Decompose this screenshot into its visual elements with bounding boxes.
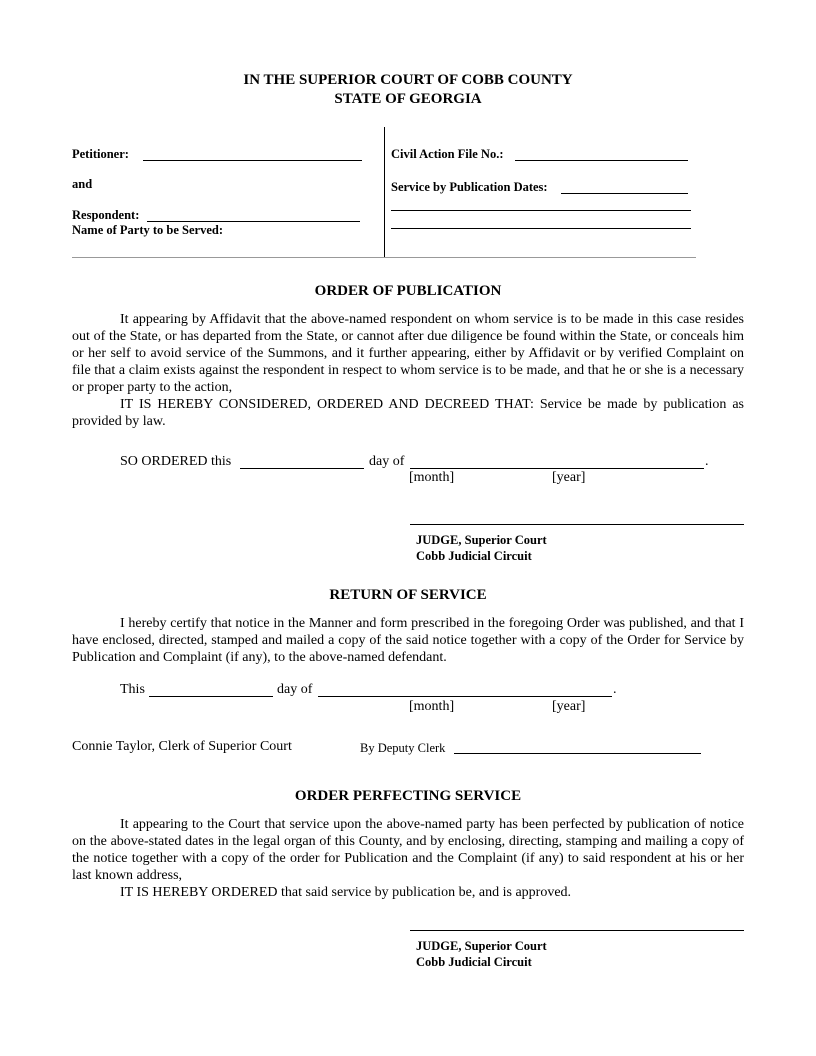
civil-action-field[interactable] <box>515 160 688 161</box>
judge-title-2: JUDGE, Superior Court <box>416 939 547 953</box>
court-name: IN THE SUPERIOR COURT OF COBB COUNTY <box>243 72 573 88</box>
petitioner-label: Petitioner: <box>72 147 129 161</box>
order-month-hint: [month] <box>409 470 455 485</box>
return-service-paragraph: I hereby certify that notice in the Manner and form prescribed in the foregoing Order was published, and that I have enclosed, directed, stamped and mailed a copy of the said notice together with a copy of the Order for Service by Publication and Complaint (if any), to the above-named defendant. <box>72 616 744 665</box>
caption-divider <box>384 127 385 257</box>
return-this-label: This <box>120 682 145 697</box>
return-year-hint: [year] <box>552 699 586 714</box>
return-period: . <box>613 682 617 697</box>
order-perfecting-body <box>72 816 744 901</box>
return-month-year-field[interactable] <box>318 696 612 697</box>
publication-date-field-1[interactable] <box>561 193 688 194</box>
respondent-field[interactable] <box>147 221 360 222</box>
order-year-hint: [year] <box>552 470 586 485</box>
order-perfecting-paragraph-1: It appearing to the Court that service upon the above-named party has been perfected by publication of notice on the above-stated dates in the legal organ of this County, and by enclosing, directing, stamping and mailing a copy of the notice together with a copy of the order for Publication and the Complaint (if any) to said respondent at his or her last known address, <box>72 817 744 883</box>
respondent-label: Respondent: <box>72 208 140 222</box>
deputy-clerk-label: By Deputy Clerk <box>360 741 446 755</box>
publication-date-field-2[interactable] <box>391 210 691 211</box>
order-publication-title: ORDER OF PUBLICATION <box>314 283 502 299</box>
judge-signature-line-2[interactable] <box>410 930 744 931</box>
return-service-body <box>72 615 744 666</box>
order-publication-paragraph-1: It appearing by Affidavit that the above-named respondent on whom service is to be made in this case resides out of the State, or has departed from the State, or cannot after due diligence be found within the State, or conceals him or her self to avoid service of the Summons, and it further appearing, either by Affidavit or by verified Complaint on file that a claim exists against the respondent in respect to whom service is to be made, and that he or she is a necessary or proper party to the action, <box>72 312 744 395</box>
order-perfecting-title: ORDER PERFECTING SERVICE <box>294 788 522 804</box>
judge-signature-line-1[interactable] <box>410 524 744 525</box>
clerk-name: Connie Taylor, Clerk of Superior Court <box>72 739 292 754</box>
deputy-clerk-signature-field[interactable] <box>454 753 701 754</box>
return-month-hint: [month] <box>409 699 455 714</box>
so-ordered-label: SO ORDERED this <box>120 454 232 469</box>
order-perfecting-paragraph-2: IT IS HEREBY ORDERED that said service by publication be, and is approved. <box>120 885 572 900</box>
and-label: and <box>72 177 93 191</box>
publication-date-field-3[interactable] <box>391 228 691 229</box>
order-day-of-label: day of <box>369 454 405 469</box>
return-service-title: RETURN OF SERVICE <box>329 587 487 603</box>
order-day-field[interactable] <box>240 468 364 469</box>
order-publication-body <box>72 311 744 430</box>
caption-bottom-rule <box>72 257 696 258</box>
order-publication-paragraph-2: IT IS HEREBY CONSIDERED, ORDERED AND DECREED THAT: Service be made by publication as provided by law. <box>72 397 744 429</box>
petitioner-field[interactable] <box>143 160 362 161</box>
publication-dates-label: Service by Publication Dates: <box>391 180 548 194</box>
civil-action-label: Civil Action File No.: <box>391 147 504 161</box>
order-period: . <box>705 454 709 469</box>
order-month-year-field[interactable] <box>410 468 704 469</box>
return-day-of-label: day of <box>277 682 313 697</box>
judge-circuit-1: Cobb Judicial Circuit <box>416 549 532 563</box>
party-to-serve-label: Name of Party to be Served: <box>72 223 223 237</box>
judge-circuit-2: Cobb Judicial Circuit <box>416 955 532 969</box>
judge-title-1: JUDGE, Superior Court <box>416 533 547 547</box>
state-name: STATE OF GEORGIA <box>334 91 482 107</box>
return-day-field[interactable] <box>149 696 273 697</box>
